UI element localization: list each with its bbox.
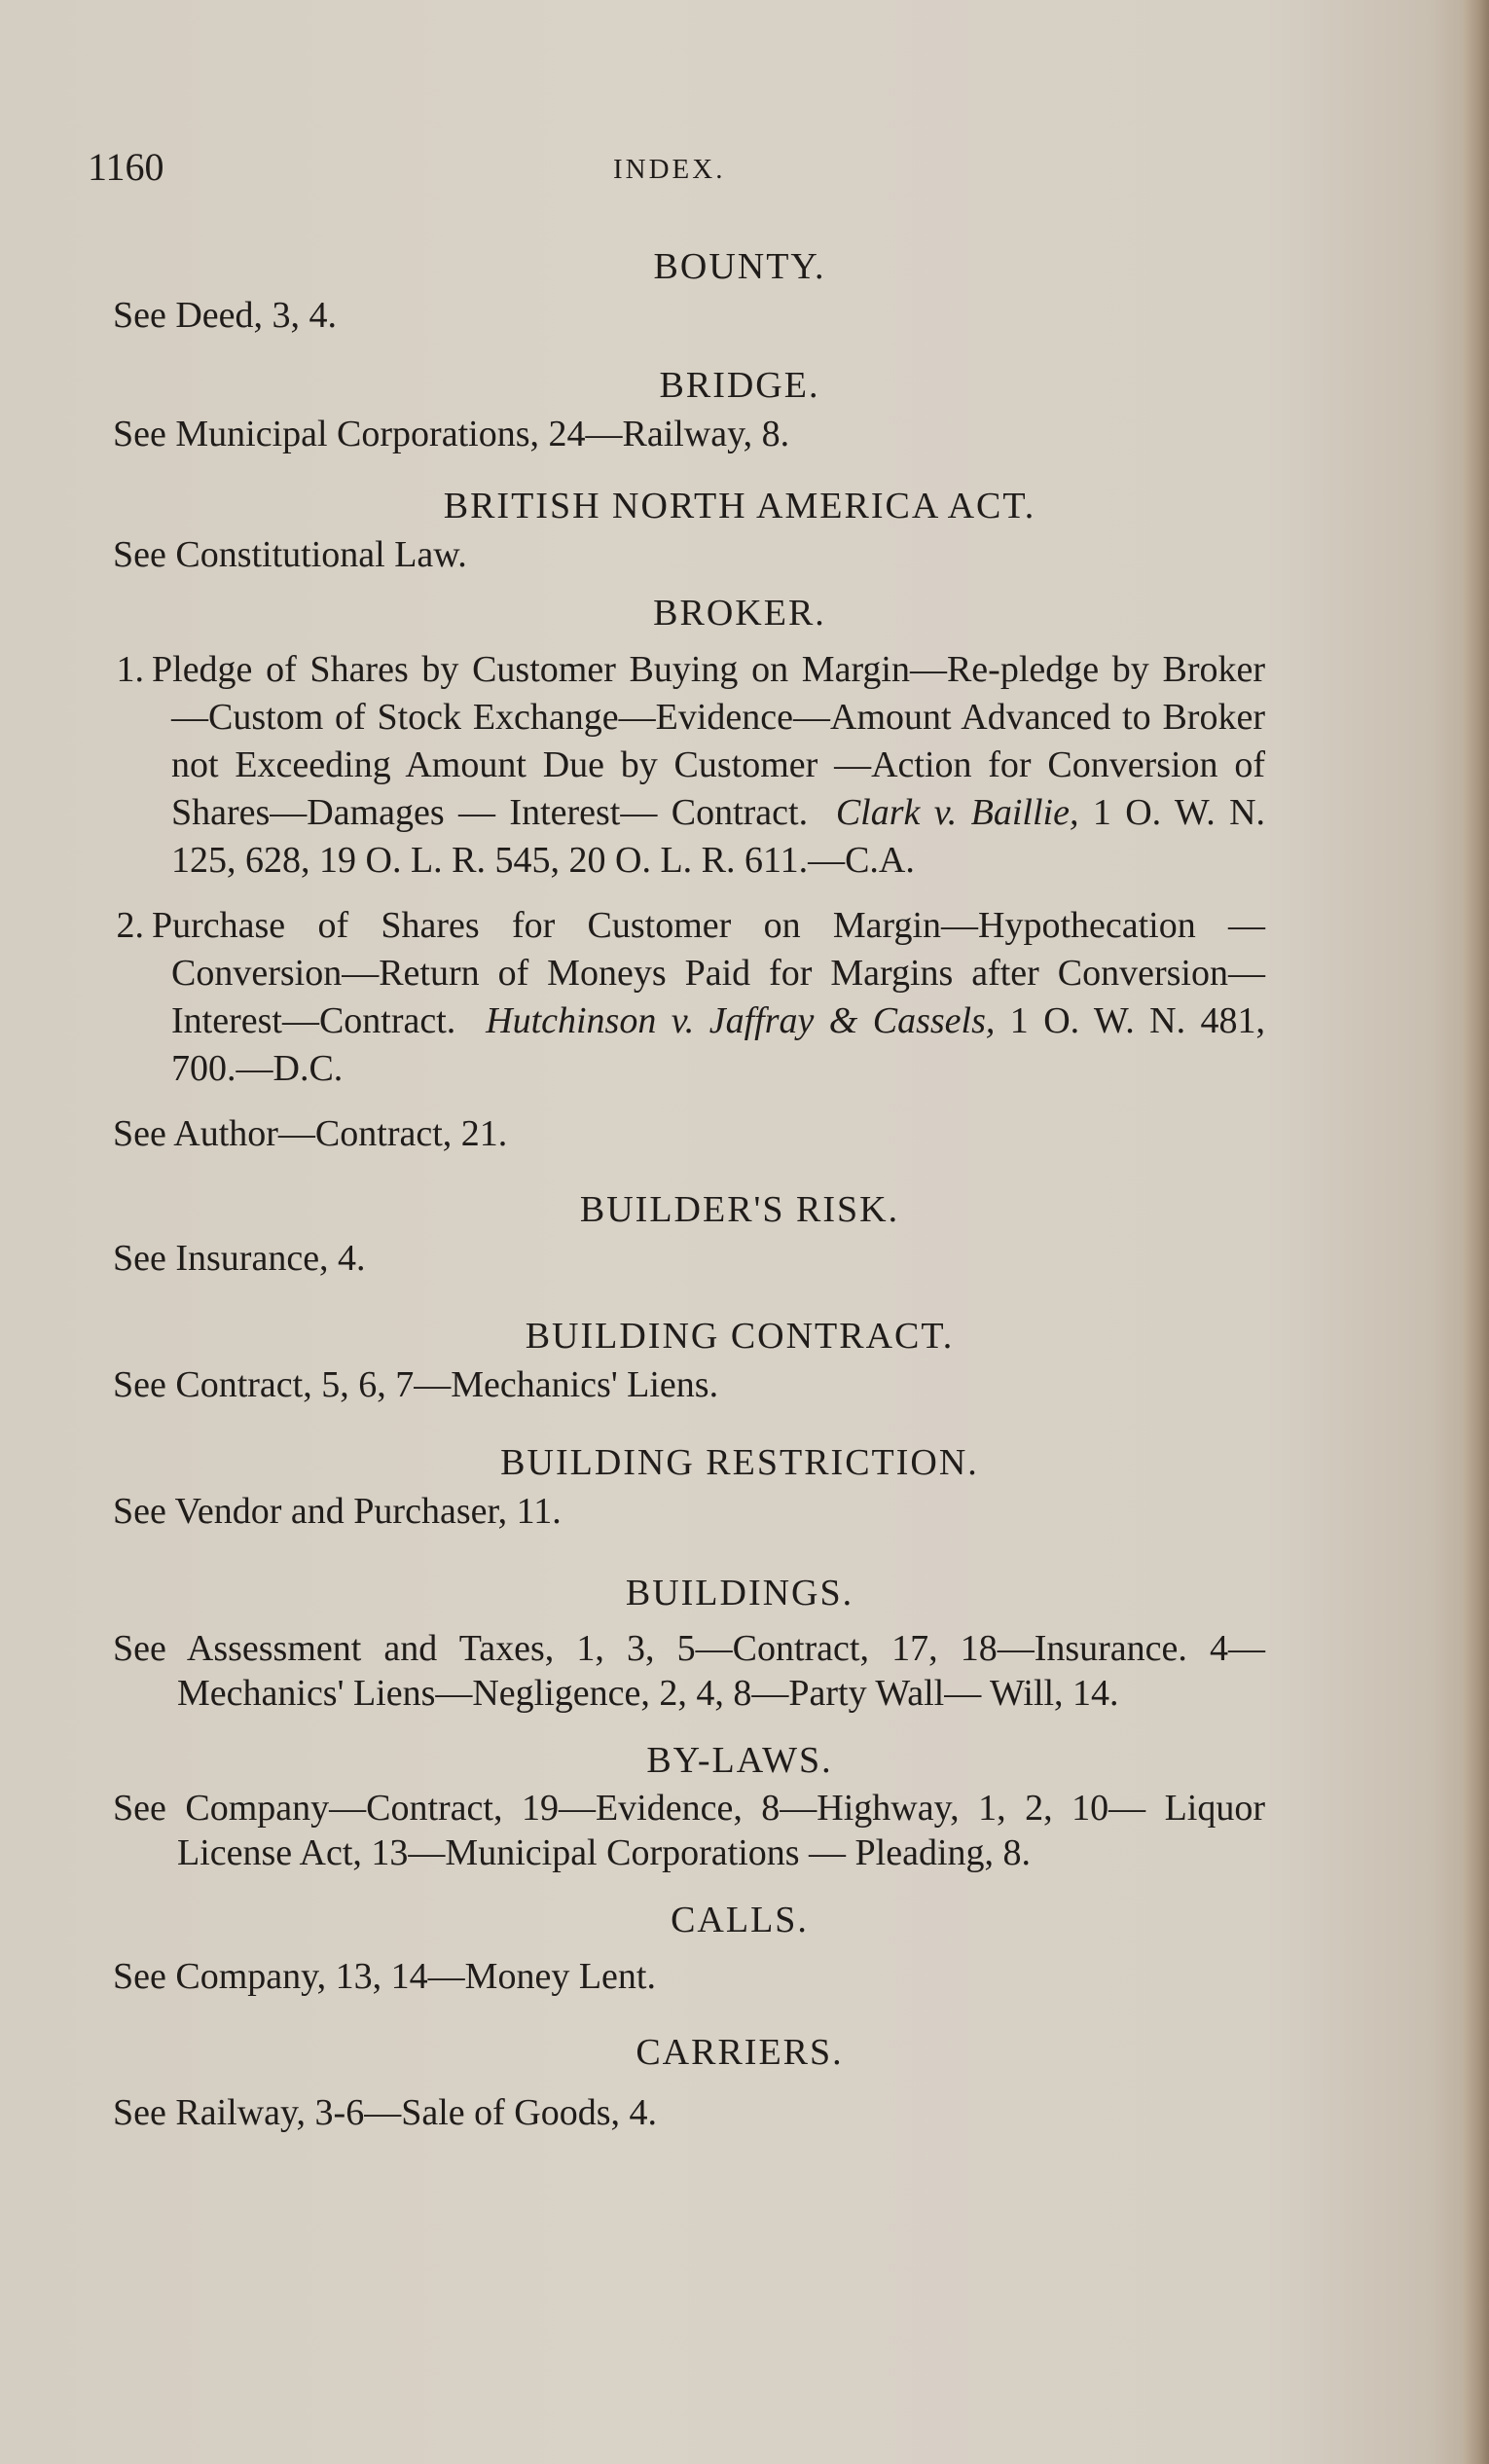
index-entry-by-laws (88, 1737, 1265, 1875)
index-entry-carriers (88, 2029, 1265, 2136)
cross-reference: See Constitutional Law. (113, 534, 467, 575)
index-content (88, 243, 1265, 2159)
page-edge (1464, 0, 1489, 2464)
cross-reference: See Vendor and Purchaser, 11. (113, 1491, 562, 1532)
case-paragraph (88, 902, 1265, 1093)
cross-reference: See Insurance, 4. (113, 1238, 366, 1279)
entry-heading: BRIDGE. (659, 365, 820, 406)
paragraph-text: Pledge of Shares by Customer Buying on Margin—Re-pledge by Broker—Custom of Stock Exchange—Evidence—Amount Advanced to Broker not Exceeding Amount Due by Customer —Action for Conversion of Shares—Damages — Interest— Contract. (152, 649, 1265, 833)
cross-reference: See Municipal Corporations, 24—Railway, 8. (113, 414, 790, 454)
cross-reference: See Deed, 3, 4. (113, 295, 338, 336)
cross-reference: See Railway, 3-6—Sale of Goods, 4. (113, 2092, 657, 2133)
paragraph-number: 2. (116, 905, 144, 946)
index-entry-bounty (88, 243, 1265, 339)
case-name: Hutchinson v. Jaffray & Cassels, (486, 1000, 996, 1041)
case-citation: 1 O. W. N. 125, 628, 19 O. L. R. 545, 20 O. L. R. 611.—C.A. (171, 792, 1266, 881)
index-entry-calls (88, 1897, 1265, 2000)
index-entry-british-north-america-act (88, 483, 1265, 578)
case-name: Clark v. Baillie, (835, 792, 1079, 833)
entry-heading: BY-LAWS. (646, 1740, 833, 1781)
entry-heading: BUILDINGS. (625, 1573, 854, 1613)
case-paragraph (88, 646, 1265, 885)
index-entry-buildings (88, 1570, 1265, 1716)
index-entry-bridge (88, 362, 1265, 457)
entry-heading: BRITISH NORTH AMERICA ACT. (443, 486, 1036, 526)
index-entry-building-restriction (88, 1439, 1265, 1535)
paragraph-text: Purchase of Shares for Customer on Margin—Hypothecation —Conversion—Return of Moneys Paid for Margins after Conversion—Interest—Contract. (152, 905, 1265, 1041)
case-citation: 1 O. W. N. 481, 700.—D.C. (171, 1000, 1266, 1089)
running-head: INDEX. (613, 154, 726, 185)
cross-reference: See Company, 13, 14—Money Lent. (113, 1956, 656, 1997)
entry-heading: BUILDING CONTRACT. (525, 1316, 955, 1357)
index-entry-builders-risk (88, 1186, 1265, 1282)
paragraph-number: 1. (116, 649, 144, 690)
index-entry-broker (88, 590, 1265, 1157)
page-header (88, 144, 1275, 193)
entry-heading: BROKER. (653, 593, 826, 634)
cross-reference: See Company—Contract, 19—Evidence, 8—Highway, 1, 2, 10— Liquor License Act, 13—Municipal Corporations — Pleading, 8. (113, 1788, 1265, 1873)
entry-heading: BOUNTY. (653, 246, 826, 287)
cross-reference: See Contract, 5, 6, 7—Mechanics' Liens. (113, 1364, 719, 1405)
cross-reference: See Assessment and Taxes, 1, 3, 5—Contract, 17, 18—Insurance. 4—Mechanics' Liens—Negligence, 2, 4, 8—Party Wall— Will, 14. (113, 1628, 1265, 1714)
index-entry-building-contract (88, 1313, 1265, 1408)
entry-heading: BUILDER'S RISK. (579, 1189, 900, 1230)
entry-heading: CALLS. (671, 1900, 809, 1940)
cross-reference: See Author—Contract, 21. (113, 1113, 508, 1154)
entry-heading: BUILDING RESTRICTION. (500, 1442, 979, 1483)
entry-heading: CARRIERS. (636, 2032, 844, 2073)
page-number: 1160 (88, 145, 164, 189)
